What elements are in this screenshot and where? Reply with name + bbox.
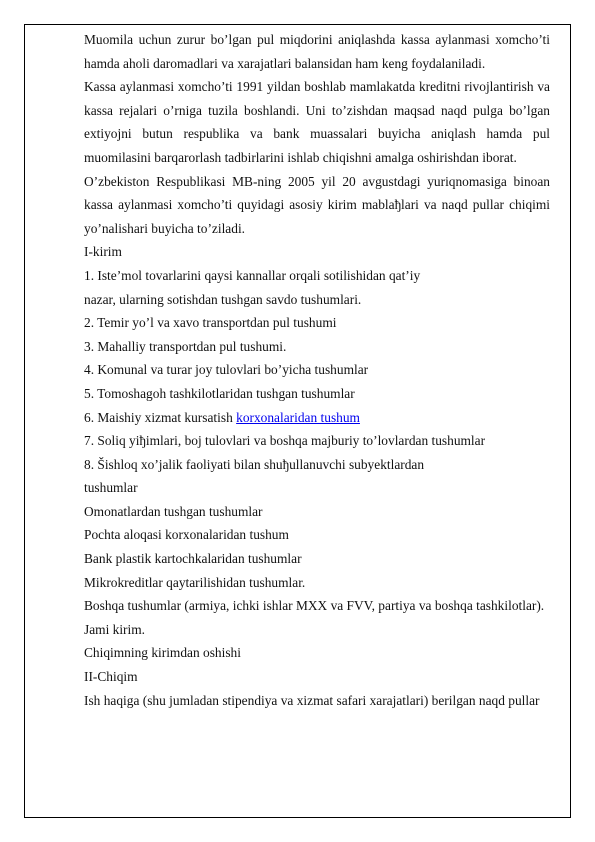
list-item: tushumlar: [84, 480, 138, 496]
list-item: 1. Iste’mol tovarlarini qaysi kannallar orqali sotilishidan qat’iy: [84, 267, 421, 283]
list-item: Mikrokreditlar qaytarilishidan tushumlar.: [84, 574, 306, 590]
list-item: Pochta aloqasi korxonalaridan tushum: [84, 527, 289, 543]
list-item: 2. Temir yo’l va xavo transportdan pul tushumi: [84, 315, 337, 331]
list-item: Chiqimning kirimdan oshishi: [84, 645, 241, 661]
paragraph: Muomila uchun zurur bo’lgan pul miqdorini aniqlashda kassa aylanmasi xomcho’ti hamda aholi daromadlari va xarajatlari balansidan ham keng foydalaniladi.: [84, 32, 550, 71]
korxonalaridan-tushum-link[interactable]: korxonalaridan tushum: [236, 409, 360, 425]
paragraph: Kassa aylanmasi xomcho’ti 1991 yildan boshlab mamlakatda kreditni rivojlantirish va kassa rejalari o’rniga tuzila boshlandi. Uni to’zishdan maqsad naqd pulga bo’lgan extiyojni butun respublika va bank muassalari buyicha aniqlash hamda pul muomilasini barqarorlash tadbirlarini ishlab chiqishni amalga oshirishdan iborat.: [84, 79, 550, 165]
list-item-text: 6. Maishiy xizmat kursatish: [84, 409, 237, 425]
list-item: Omonatlardan tushgan tushumlar: [84, 503, 263, 519]
section-heading-chiqim: II-Chiqim: [84, 669, 138, 685]
section-heading-kirim: I-kirim: [84, 244, 122, 260]
paragraph: Ish haqiga (shu jumladan stipendiya va xizmat safari xarajatlari) berilgan naqd pullar: [84, 692, 540, 708]
list-item: nazar, ularning sotishdan tushgan savdo tushumlari.: [84, 291, 362, 307]
paragraph: O’zbekiston Respublikasi MB-ning 2005 yil 20 avgustdagi yuriqnomasiga binoan kassa aylanmasi xomcho’ti quyidagi asosiy kirim mablaђlari va naqd pullar chiqimi yo’nalishari buyicha to’ziladi.: [84, 173, 550, 236]
list-item: 4. Komunal va turar joy tulovlari bo’yicha tushumlar: [84, 362, 369, 378]
list-item: Bank plastik kartochkalaridan tushumlar: [84, 551, 302, 567]
list-item: 5. Tomoshagoh tashkilotlaridan tushgan tushumlar: [84, 385, 355, 401]
list-item: [84, 406, 550, 430]
list-item: 8. Šishloq xo’jalik faoliyati bilan shuђullanuvchi subyektlardan: [84, 456, 425, 472]
list-item: Boshqa tushumlar (armiya, ichki ishlar MXX va FVV, partiya va boshqa tashkilotlar).: [84, 598, 545, 614]
document-body: [84, 28, 550, 712]
list-item: 7. Soliq yiђimlari, boj tulovlari va boshqa majburiy to’lovlardan tushumlar: [84, 433, 486, 449]
list-item: Jami kirim.: [84, 621, 145, 637]
list-item: 3. Mahalliy transportdan pul tushumi.: [84, 338, 287, 354]
